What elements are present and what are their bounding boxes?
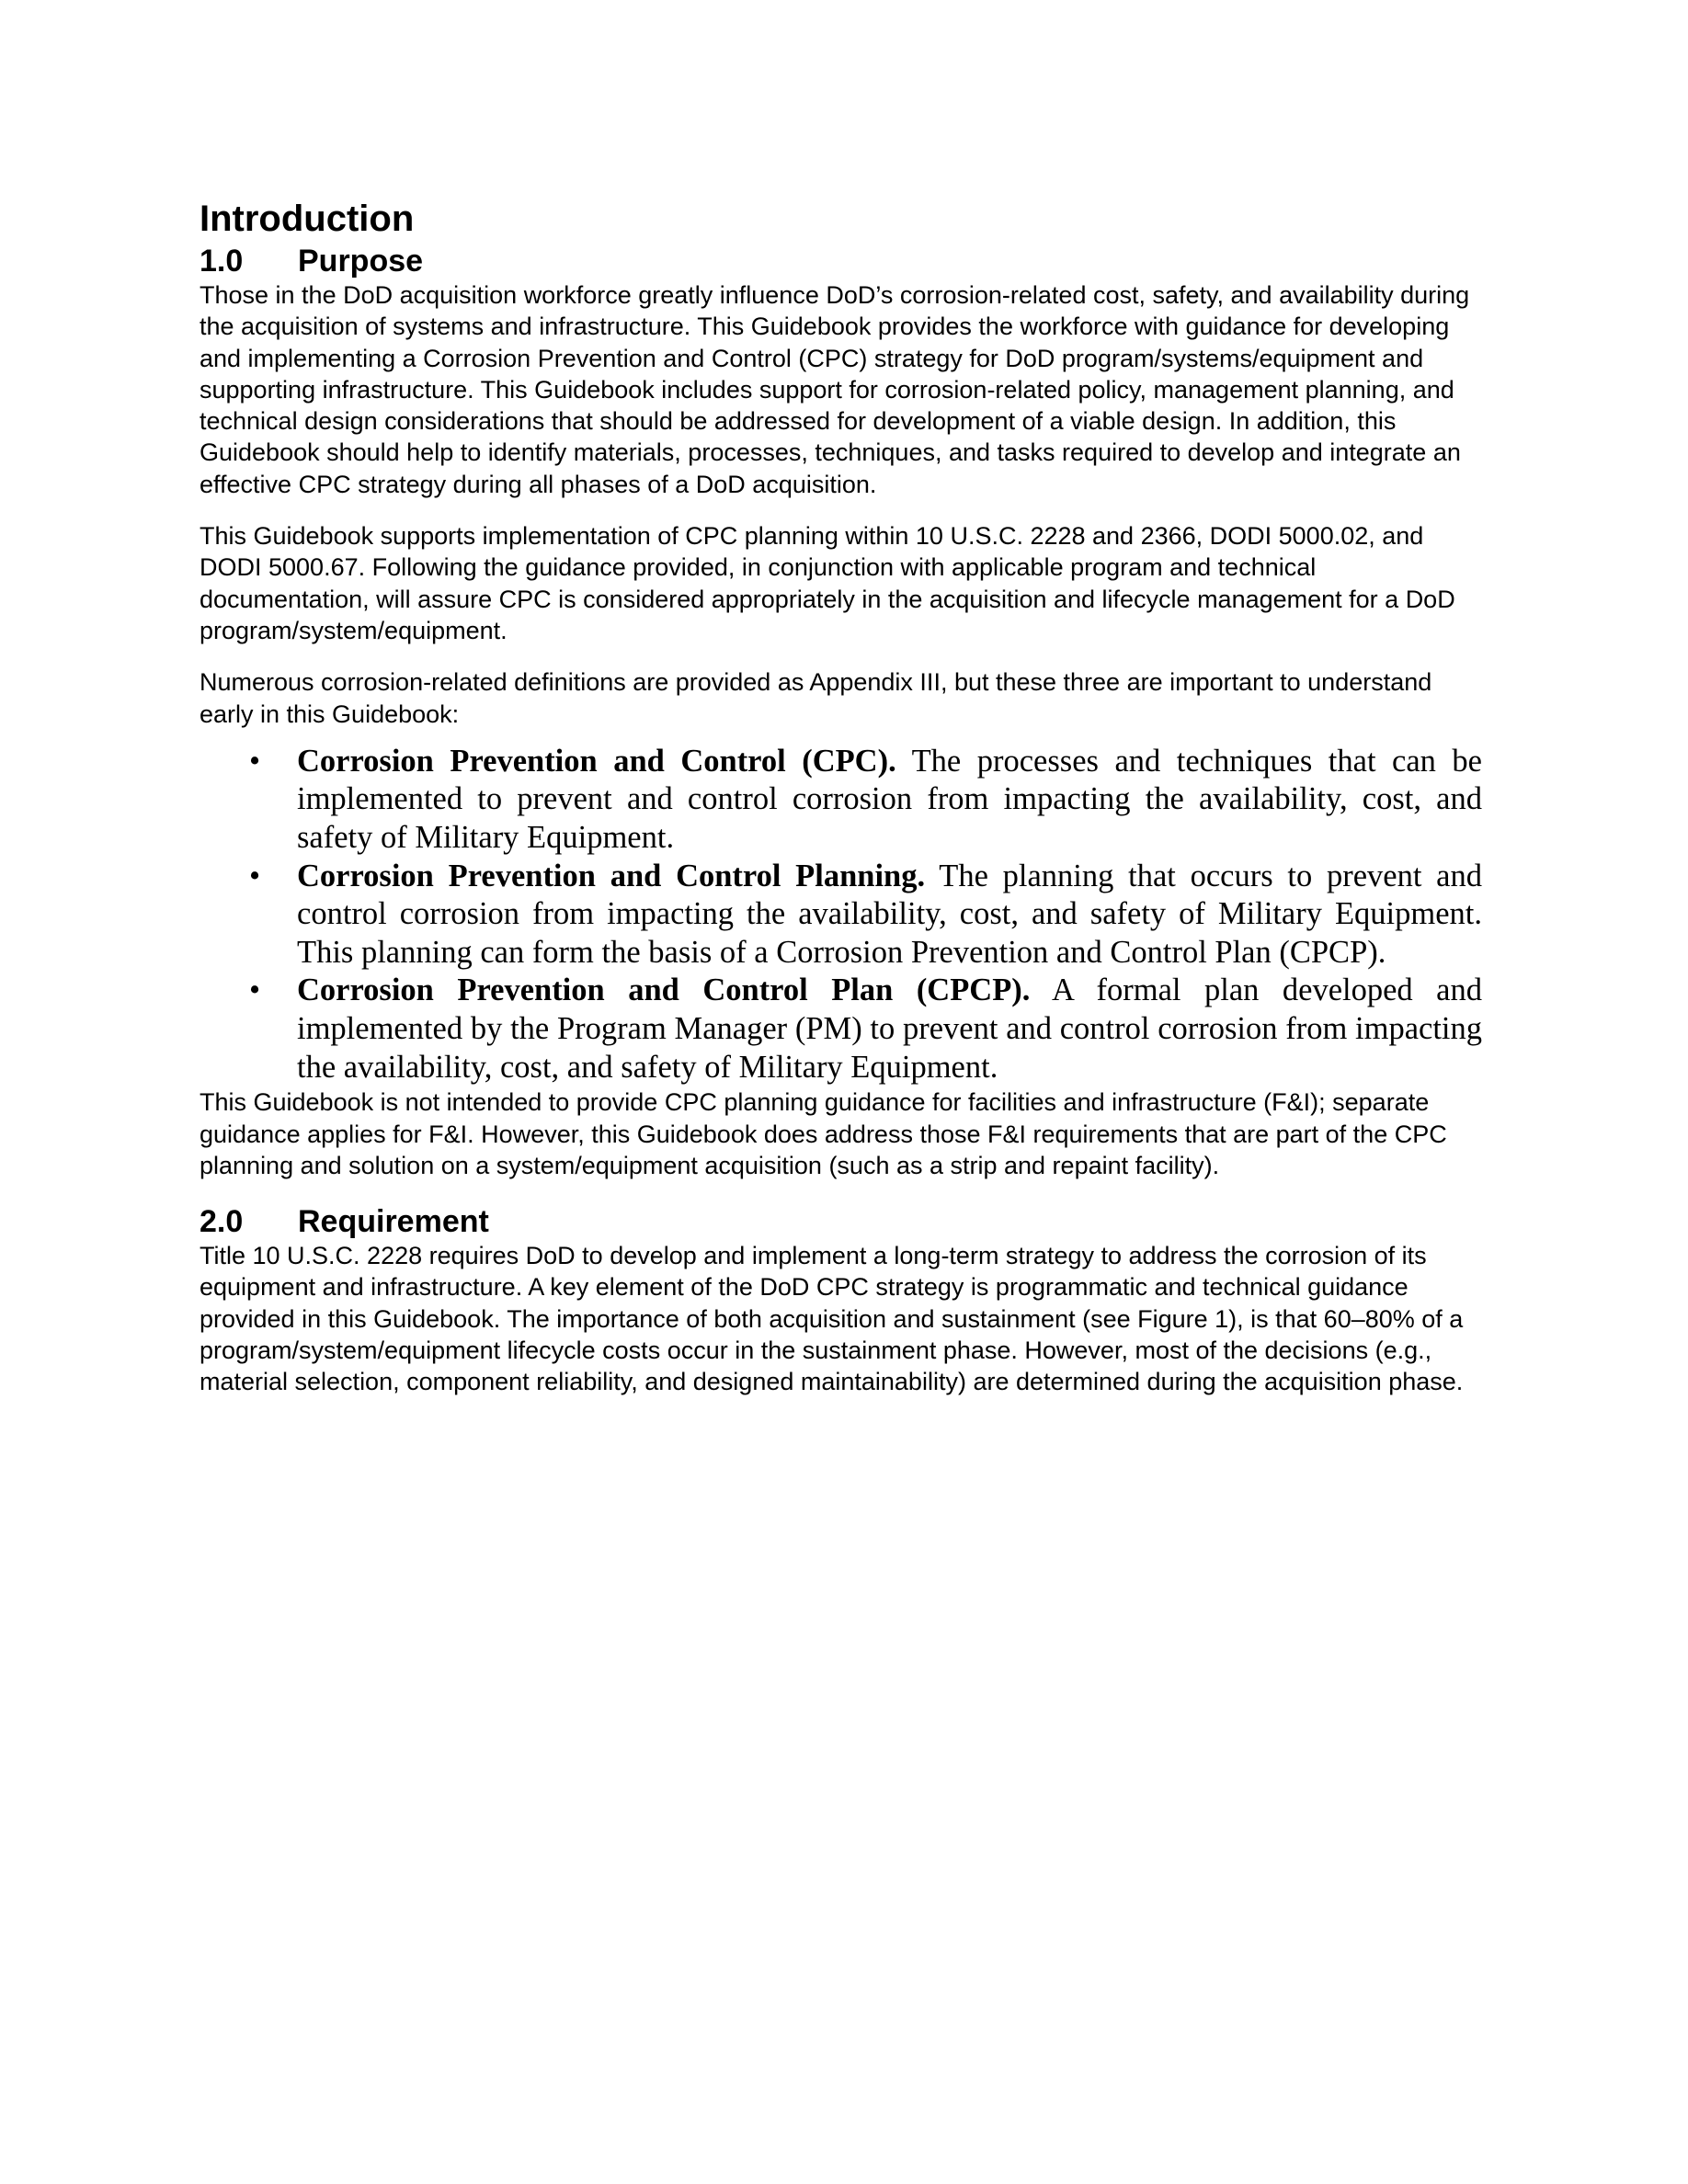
section-number: 1.0 [200, 244, 244, 279]
paragraph: This Guidebook supports implementation of CPC planning within 10 U.S.C. 2228 and 2366, DODI 5000.02, and DODI 5000.67. Following the guidance provided, in conjunction with applicable program and technical documentation, will assure CPC is considered appropriately in the acquisition and lifecycle management for a DoD program/system/equipment. [200, 522, 1455, 644]
definition-term: Corrosion Prevention and Control Plan (CPCP). [297, 973, 1031, 1008]
section-heading-purpose [200, 243, 1482, 279]
list-item [200, 858, 1482, 973]
page-title: Introduction [200, 199, 415, 239]
definition-text: The processes and techniques that can be implemented to prevent and control corrosion from impacting the availability, cost, and safety of Military Equipment. [297, 743, 1482, 856]
bullet-icon: • [249, 973, 261, 1008]
definition-term: Corrosion Prevention and Control Planning. [297, 858, 926, 893]
definition-text: The planning that occurs to prevent and control corrosion from impacting the availability, cost, and safety of Military Equipment. This planning can form the basis of a Corrosion Prevention and Control Plan (CPCP). [297, 858, 1482, 970]
section-title: Requirement [298, 1204, 489, 1240]
definition-list [200, 743, 1482, 1086]
definition-text: A formal plan developed and implemented by the Program Manager (PM) to prevent and control corrosion from impacting the availability, cost, and safety of Military Equipment. [297, 973, 1482, 1085]
definition-term: Corrosion Prevention and Control (CPC). [297, 743, 896, 779]
document-page [200, 197, 1482, 1398]
bullet-icon: • [249, 743, 261, 779]
paragraph: Title 10 U.S.C. 2228 requires DoD to develop and implement a long-term strategy to address the corrosion of its equipment and infrastructure. A key element of the DoD CPC strategy is programmatic and technical guidance provided in this Guidebook. The importance of both acquisition and sustainment (see Figure 1), is that 60–80% of a program/system/equipment lifecycle costs occur in the sustainment phase. However, most of the decisions (e.g., material selection, component reliability, and designed maintainability) are determined during the acquisition phase. [200, 1242, 1464, 1396]
section-heading-requirement [200, 1203, 1482, 1240]
paragraph: Numerous corrosion-related definitions are provided as Appendix III, but these three are important to understand early in this Guidebook: [200, 668, 1432, 728]
paragraph: This Guidebook is not intended to provide CPC planning guidance for facilities and infrastructure (F&I); separate guidance applies for F&I. However, this Guidebook does address those F&I requirements that are part of the CPC planning and solution on a system/equipment acquisition (such as a strip and repaint facility). [200, 1088, 1447, 1179]
paragraph: Those in the DoD acquisition workforce greatly influence DoD’s corrosion-related cost, safety, and availability during the acquisition of systems and infrastructure. This Guidebook provides the workforce with guidance for developing and implementing a Corrosion Prevention and Control (CPC) strategy for DoD program/systems/equipment and supporting infrastructure. This Guidebook includes support for corrosion-related policy, management planning, and technical design considerations that should be addressed for development of a viable design. In addition, this Guidebook should help to identify materials, processes, techniques, and tasks required to develop and integrate an effective CPC strategy during all phases of a DoD acquisition. [200, 281, 1470, 498]
section-number: 2.0 [200, 1204, 244, 1240]
list-item [200, 972, 1482, 1086]
section-title: Purpose [298, 244, 424, 279]
list-item [200, 743, 1482, 858]
bullet-icon: • [249, 858, 261, 893]
